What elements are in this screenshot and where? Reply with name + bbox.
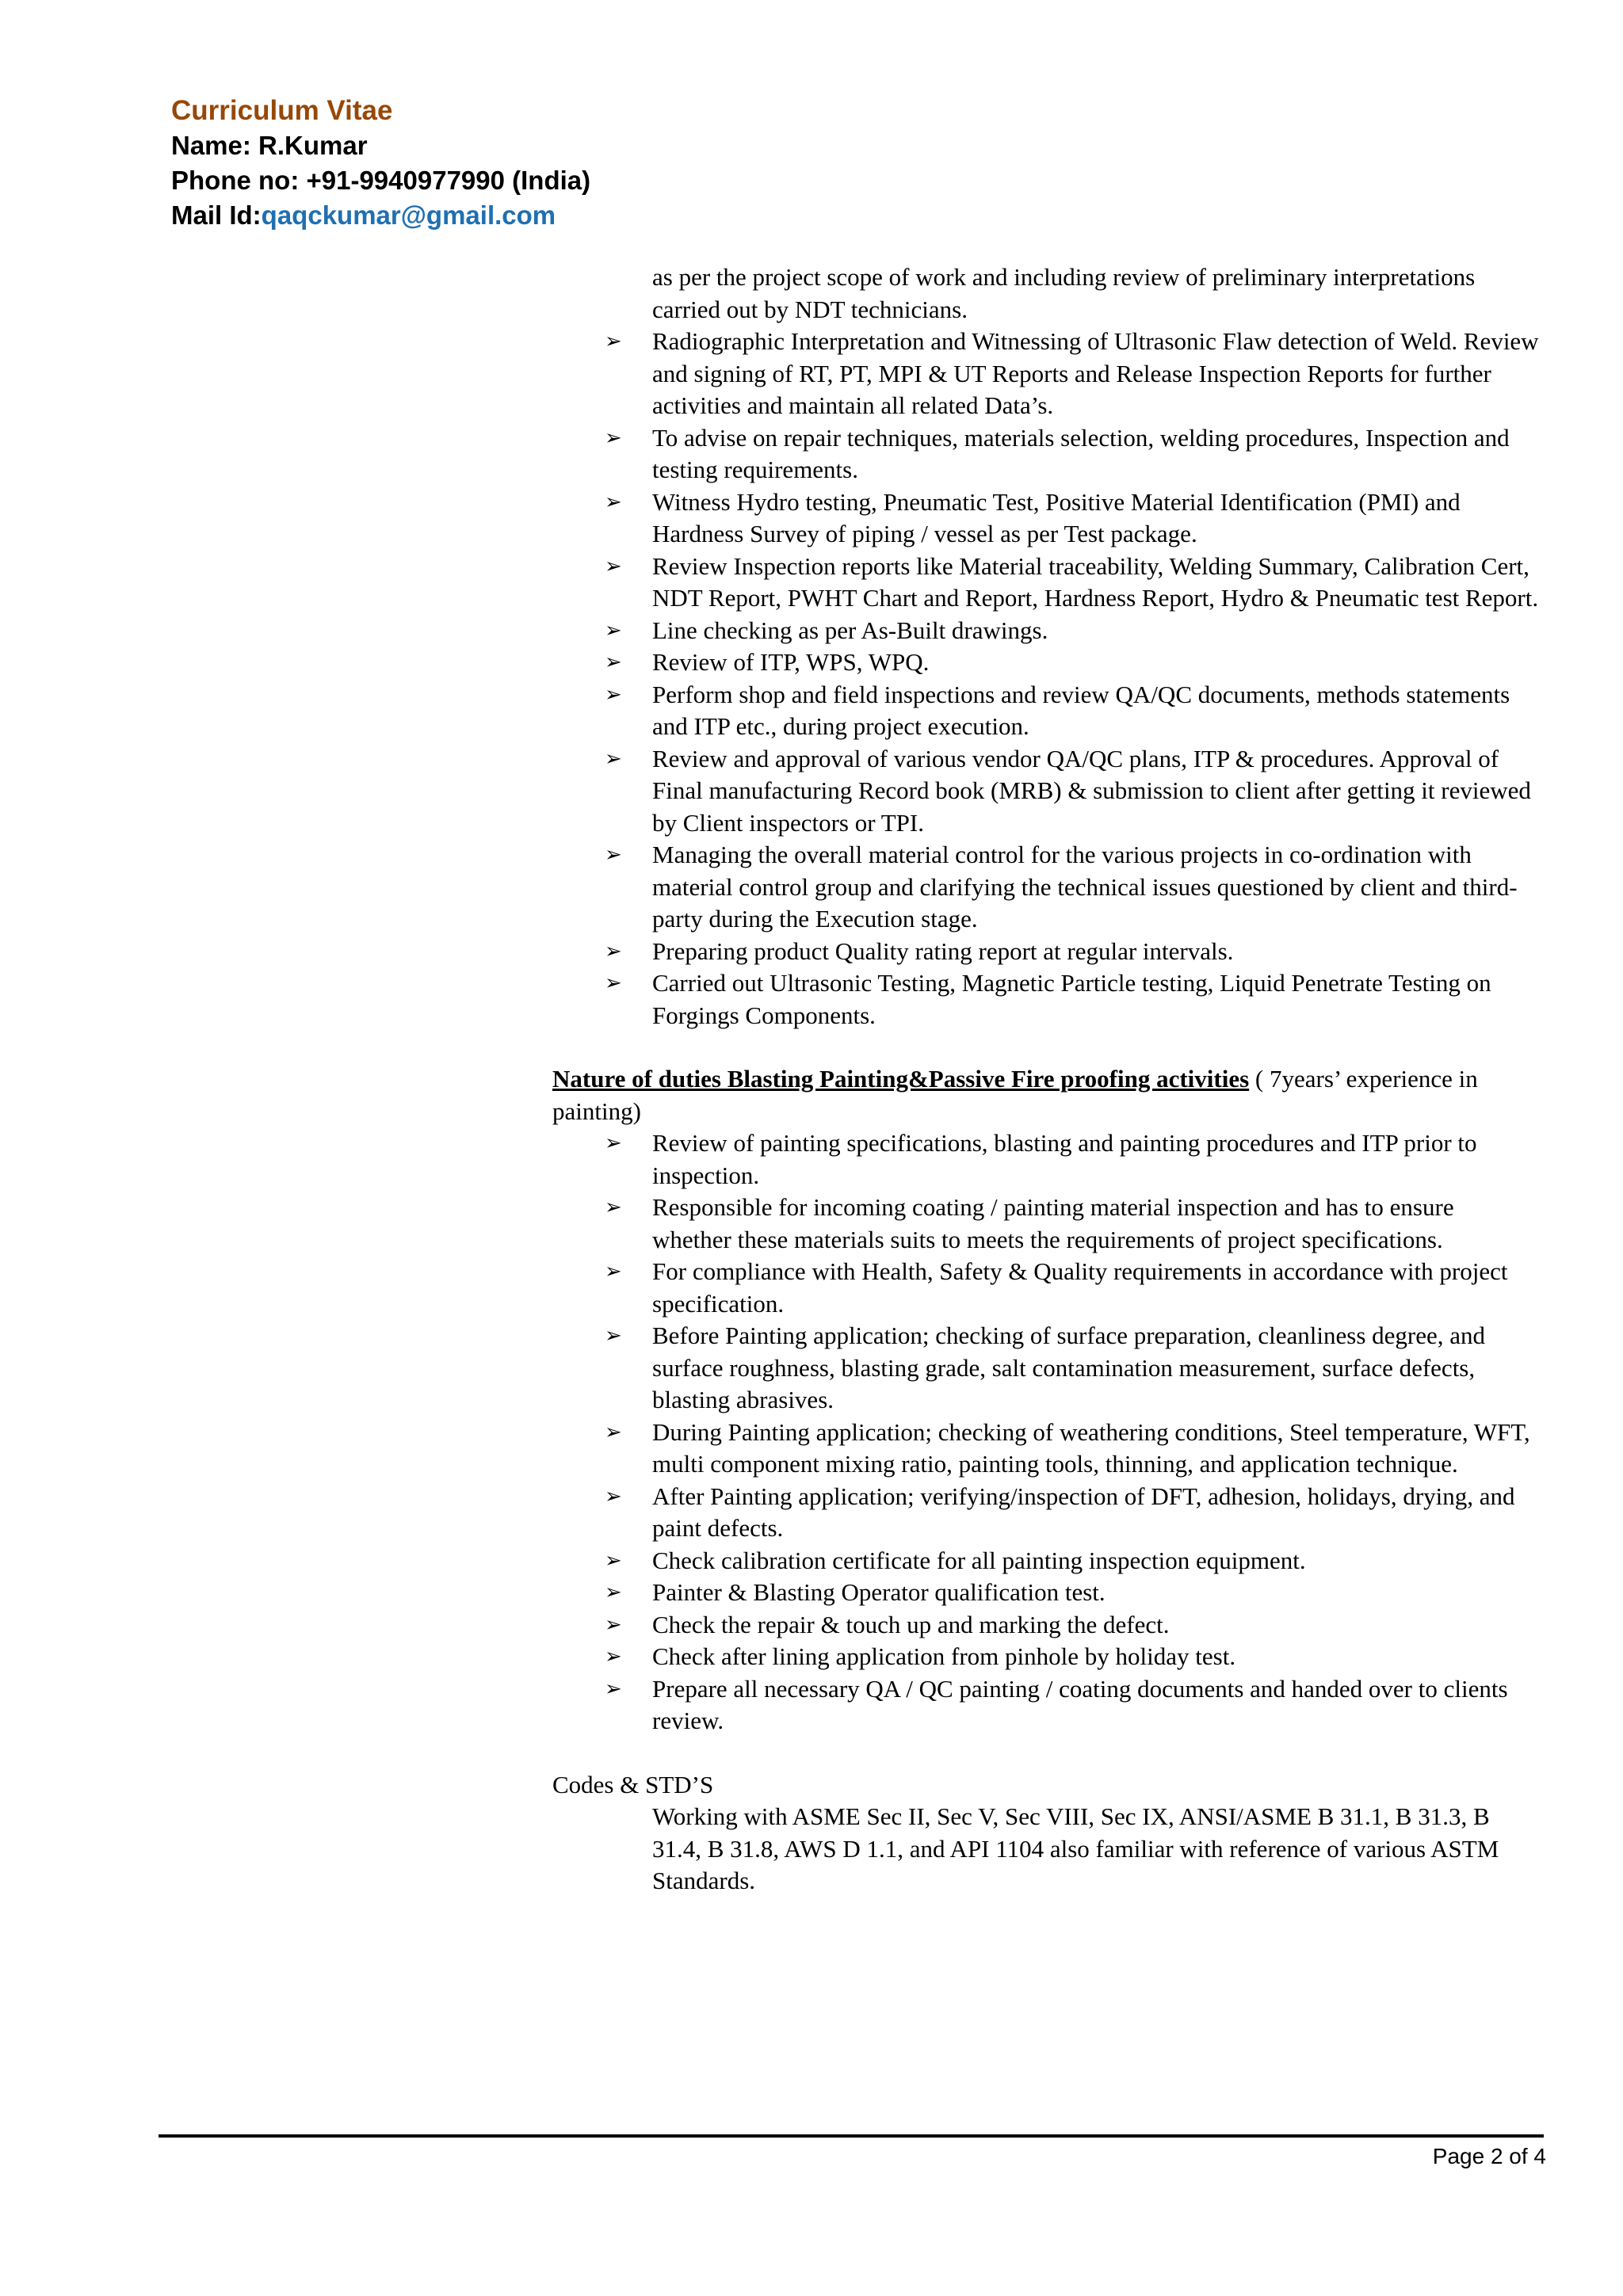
arrow-bullet-icon: ➢ bbox=[605, 554, 622, 578]
codes-section-title: Codes & STD’S bbox=[552, 1770, 714, 1798]
arrow-bullet-icon: ➢ bbox=[605, 1548, 622, 1573]
list-item-text: Check calibration certificate for all painting inspection equipment. bbox=[652, 1546, 1306, 1574]
list-item-text: After Painting application; verifying/inspection of DFT, adhesion, holidays, drying, and paint defects. bbox=[652, 1482, 1515, 1542]
arrow-bullet-icon: ➢ bbox=[605, 490, 622, 514]
arrow-bullet-icon: ➢ bbox=[605, 1196, 622, 1219]
arrow-bullet-icon: ➢ bbox=[605, 650, 622, 674]
name-line: Name: R.Kumar bbox=[171, 131, 368, 160]
painting-section-heading bbox=[552, 1063, 1539, 1127]
list-item bbox=[605, 679, 1539, 743]
spacer bbox=[552, 1737, 1539, 1769]
main-content bbox=[552, 261, 1539, 1897]
list-item bbox=[605, 1545, 1539, 1577]
spacer bbox=[552, 1032, 1539, 1063]
arrow-bullet-icon: ➢ bbox=[605, 1612, 622, 1637]
list-item bbox=[605, 1641, 1539, 1673]
list-item-text: During Painting application; checking of weathering conditions, Steel temperature, WFT, multi component mixing ratio, painting tools, thinning, and application technique. bbox=[652, 1417, 1530, 1478]
list-item bbox=[605, 1320, 1539, 1417]
list-item-text: Radiographic Interpretation and Witnessing of Ultrasonic Flaw detection of Weld. Review and signing of RT, PT, MPI & UT Reports and Release Inspection Reports for further activities and maintain all related Data’s. bbox=[652, 327, 1539, 419]
list-item bbox=[605, 422, 1539, 486]
section-note: ( 7years’ experience in painting) bbox=[552, 1065, 1478, 1125]
footer-divider bbox=[158, 2134, 1544, 2138]
list-item bbox=[605, 1609, 1539, 1642]
list-item-text: Line checking as per As-Built drawings. bbox=[652, 616, 1048, 644]
list-item bbox=[605, 615, 1539, 647]
list-item bbox=[605, 1256, 1539, 1320]
list-item bbox=[605, 1481, 1539, 1545]
arrow-bullet-icon: ➢ bbox=[605, 1645, 622, 1669]
mail-label: Mail Id: bbox=[171, 200, 262, 230]
arrow-bullet-icon: ➢ bbox=[605, 1420, 622, 1444]
qc-duties-list bbox=[552, 326, 1539, 1032]
list-item bbox=[605, 326, 1539, 422]
list-item-text: Review and approval of various vendor QA/QC plans, ITP & procedures. Approval of Final manufacturing Record book (MRB) & submission to client after getting it reviewed by Client inspectors or TPI. bbox=[652, 744, 1531, 837]
list-item bbox=[605, 1192, 1539, 1256]
list-item-text: Preparing product Quality rating report at regular intervals. bbox=[652, 936, 1234, 965]
arrow-bullet-icon: ➢ bbox=[605, 746, 622, 771]
arrow-bullet-icon: ➢ bbox=[605, 1131, 622, 1155]
list-item bbox=[605, 1417, 1539, 1481]
arrow-bullet-icon: ➢ bbox=[605, 1260, 622, 1283]
list-item-text: Review Inspection reports like Material traceability, Welding Summary, Calibration Cert, NDT Report, PWHT Chart and Report, Hardness Report, Hydro & Pneumatic test Report. bbox=[652, 551, 1539, 612]
list-item-text: Prepare all necessary QA / QC painting / coating documents and handed over to clients review. bbox=[652, 1674, 1508, 1734]
list-item-text: To advise on repair techniques, materials selection, welding procedures, Inspection and testing requirements. bbox=[652, 423, 1510, 483]
arrow-bullet-icon: ➢ bbox=[605, 1676, 622, 1701]
list-item bbox=[605, 1577, 1539, 1609]
list-item bbox=[605, 1127, 1539, 1192]
cv-header bbox=[171, 93, 590, 233]
list-item-text: Check after lining application from pinhole by holiday test. bbox=[652, 1642, 1236, 1670]
list-item bbox=[605, 743, 1539, 840]
list-item-text: Managing the overall material control for the various projects in co-ordination with material control group and clarifying the technical issues questioned by client and third-party during the Execution stage. bbox=[652, 841, 1518, 933]
list-item bbox=[605, 1673, 1539, 1737]
arrow-bullet-icon: ➢ bbox=[605, 330, 622, 353]
mail-line bbox=[171, 198, 590, 233]
arrow-bullet-icon: ➢ bbox=[605, 939, 622, 963]
list-item bbox=[605, 486, 1539, 551]
arrow-bullet-icon: ➢ bbox=[605, 425, 622, 450]
codes-section-body: Working with ASME Sec II, Sec V, Sec VIII, Sec IX, ANSI/ASME B 31.1, B 31.3, B 31.4, B 31.8, AWS D 1.1, and API 1104 also familiar with reference of various ASTM Standards. bbox=[652, 1802, 1499, 1894]
arrow-bullet-icon: ➢ bbox=[605, 618, 622, 643]
list-item-text: Before Painting application; checking of surface preparation, cleanliness degree, and surface roughness, blasting grade, salt contamination measurement, surface defects, blasting abrasives. bbox=[652, 1322, 1485, 1413]
page-number: Page 2 of 4 bbox=[1432, 2144, 1546, 2168]
arrow-bullet-icon: ➢ bbox=[605, 971, 622, 995]
list-item bbox=[605, 839, 1539, 936]
list-item-text: Carried out Ultrasonic Testing, Magnetic Particle testing, Liquid Penetrate Testing on Forgings Components. bbox=[652, 969, 1491, 1029]
arrow-bullet-icon: ➢ bbox=[605, 1484, 622, 1508]
arrow-bullet-icon: ➢ bbox=[605, 843, 622, 867]
arrow-bullet-icon: ➢ bbox=[605, 1581, 622, 1604]
list-item bbox=[605, 551, 1539, 615]
painting-duties-list bbox=[552, 1127, 1539, 1737]
list-item-text: Review of ITP, WPS, WPQ. bbox=[652, 648, 930, 676]
list-item-text: Perform shop and field inspections and review QA/QC documents, methods statements and ITP etc., during project execution. bbox=[652, 680, 1510, 740]
list-item-text: Review of painting specifications, blasting and painting procedures and ITP prior to inspection. bbox=[652, 1129, 1477, 1189]
list-item-text: Painter & Blasting Operator qualification test. bbox=[652, 1578, 1106, 1606]
phone-line: Phone no: +91-9940977990 (India) bbox=[171, 166, 591, 195]
arrow-bullet-icon: ➢ bbox=[605, 1324, 622, 1348]
section-title: Nature of duties Blasting Painting&Passive Fire proofing activities bbox=[552, 1065, 1250, 1093]
continuation-text: as per the project scope of work and including review of preliminary interpretations carried out by NDT technicians. bbox=[652, 263, 1476, 323]
list-item bbox=[605, 936, 1539, 968]
list-item-text: Responsible for incoming coating / painting material inspection and has to ensure whether these materials suits to meets the requirements of project specifications. bbox=[652, 1193, 1454, 1253]
list-item bbox=[605, 646, 1539, 679]
list-item bbox=[605, 967, 1539, 1032]
list-item-text: For compliance with Health, Safety & Quality requirements in accordance with project specification. bbox=[652, 1257, 1508, 1318]
cv-title: Curriculum Vitae bbox=[171, 95, 393, 126]
list-item-text: Witness Hydro testing, Pneumatic Test, Positive Material Identification (PMI) and Hardness Survey of piping / vessel as per Test package. bbox=[652, 487, 1461, 547]
email-link[interactable]: qaqckumar@gmail.com bbox=[261, 200, 556, 230]
arrow-bullet-icon: ➢ bbox=[605, 682, 622, 707]
list-item-text: Check the repair & touch up and marking the defect. bbox=[652, 1610, 1170, 1638]
